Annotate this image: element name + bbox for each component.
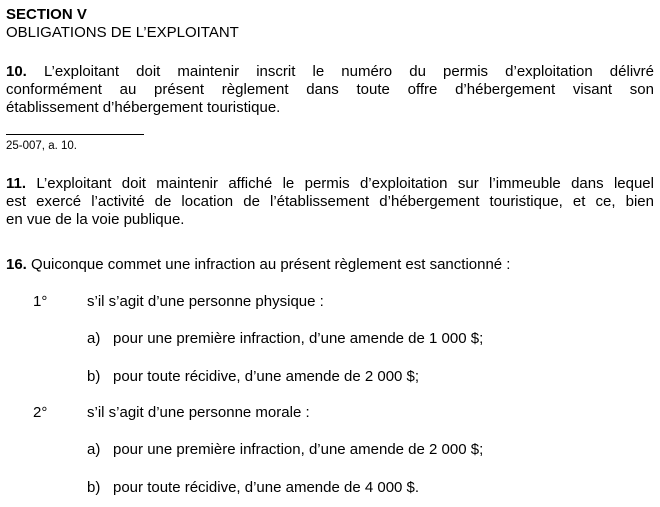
section-title: SECTION V [6, 6, 87, 23]
article-11-line-1 [6, 175, 654, 193]
article-number: 11. [6, 175, 27, 192]
article-11 [6, 175, 654, 229]
article-10-line-3: établissement d’hébergement touristique. [6, 99, 281, 116]
footnote-reference: 25-007, a. 10. [6, 140, 77, 152]
article-11-line-3: en vue de la voie publique. [6, 211, 185, 228]
article-10 [6, 63, 654, 117]
article-text: L’exploitant doit maintenir affiché le permis d’exploitation sur l’immeuble dans lequel [36, 175, 654, 192]
article-10-line-2: conformément au présent règlement dans toute offre d’hébergement visant son [6, 81, 654, 98]
article-11-line-2: est exercé l’activité de location de l’établissement d’hébergement touristique, et ce, bien [6, 193, 654, 210]
penalty-label: s’il s’agit d’une personne physique : [87, 293, 324, 310]
article-number: 16. [6, 256, 27, 273]
article-number: 10. [6, 63, 27, 80]
article-text: Quiconque commet une infraction au présent règlement est sanctionné : [31, 256, 511, 273]
penalty-item-text: pour toute récidive, d’une amende de 4 000 $. [113, 479, 420, 496]
article-16 [6, 256, 510, 274]
penalty-label: s’il s’agit d’une personne morale : [87, 404, 310, 421]
penalty-item-letter: b) [87, 479, 101, 496]
section-subtitle: OBLIGATIONS DE L’EXPLOITANT [6, 24, 239, 41]
penalty-item-text: pour une première infraction, d’une amende de 1 000 $; [113, 330, 484, 347]
penalty-item-text: pour toute récidive, d’une amende de 2 000 $; [113, 368, 420, 385]
penalty-marker: 1° [33, 293, 48, 310]
penalty-item-letter: a) [87, 441, 101, 458]
penalty-item-letter: b) [87, 368, 101, 385]
article-10-line-1 [6, 63, 654, 81]
penalty-item-letter: a) [87, 330, 101, 347]
penalty-marker: 2° [33, 404, 48, 421]
article-text: L’exploitant doit maintenir inscrit le numéro du permis d’exploitation délivré [43, 63, 654, 80]
penalty-item-text: pour une première infraction, d’une amende de 2 000 $; [113, 441, 484, 458]
footnote-divider [6, 134, 144, 135]
